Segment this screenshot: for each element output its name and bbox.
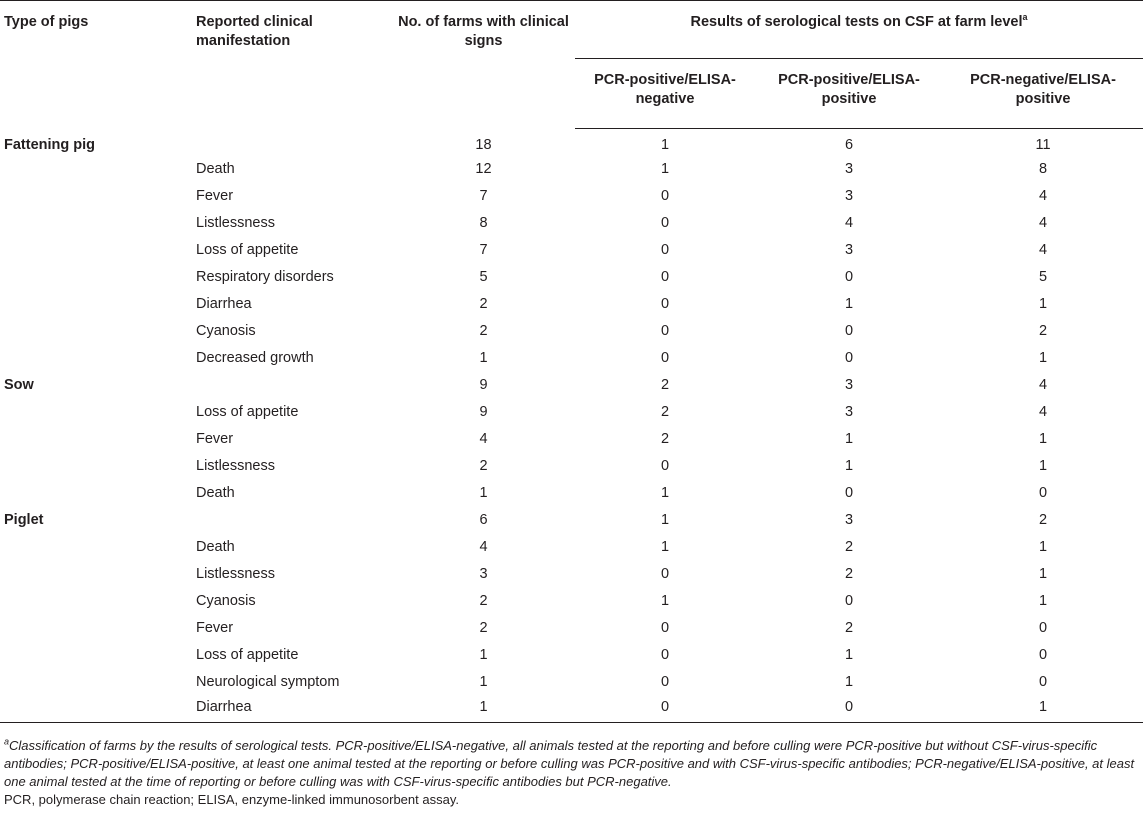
cell-num-farms: 6 bbox=[479, 511, 488, 528]
cell-pcr-pos-elisa-pos: 3 bbox=[844, 160, 854, 177]
cell-pcr-pos-elisa-pos: 1 bbox=[844, 673, 854, 690]
header-pcr-pos-elisa-pos: PCR-positive/ELISA-positive bbox=[755, 59, 943, 129]
cell-pcr-pos-elisa-pos: 1 bbox=[844, 646, 854, 663]
cell-pcr-pos-elisa-pos: 1 bbox=[844, 430, 854, 447]
cell-manifestation: Loss of appetite bbox=[196, 403, 299, 420]
cell-pcr-pos-elisa-pos: 0 bbox=[844, 268, 854, 285]
cell-num-farms: 1 bbox=[479, 646, 488, 663]
cell-pcr-neg-elisa-pos: 4 bbox=[1038, 187, 1048, 204]
table-row bbox=[0, 669, 1143, 696]
cell-pcr-pos-elisa-neg: 0 bbox=[660, 565, 670, 582]
cell-pcr-pos-elisa-pos: 0 bbox=[844, 349, 854, 366]
cell-manifestation: Cyanosis bbox=[196, 322, 256, 339]
cell-pcr-pos-elisa-pos: 0 bbox=[844, 592, 854, 609]
cell-pcr-pos-elisa-neg: 2 bbox=[660, 430, 670, 447]
cell-type bbox=[0, 534, 192, 561]
cell-pcr-pos-elisa-neg: 1 bbox=[660, 484, 670, 501]
cell-manifestation: Death bbox=[196, 538, 235, 555]
cell-pcr-neg-elisa-pos: 1 bbox=[943, 696, 1143, 723]
cell-manifestation: Listlessness bbox=[196, 565, 275, 582]
cell-pcr-pos-elisa-pos: 2 bbox=[844, 619, 854, 636]
cell-pcr-neg-elisa-pos: 4 bbox=[1038, 403, 1048, 420]
cell-num-farms: 2 bbox=[479, 322, 488, 339]
table-row bbox=[0, 426, 1143, 453]
cell-type bbox=[0, 318, 192, 345]
cell-pcr-neg-elisa-pos: 0 bbox=[1038, 673, 1048, 690]
cell-num-farms: 7 bbox=[479, 187, 488, 204]
table-row bbox=[0, 696, 1143, 723]
cell-pcr-pos-elisa-neg: 0 bbox=[660, 619, 670, 636]
cell-num-farms: 2 bbox=[479, 295, 488, 312]
table-row bbox=[0, 399, 1143, 426]
cell-num-farms: 12 bbox=[475, 160, 492, 177]
cell-manifestation bbox=[192, 372, 392, 399]
table-row bbox=[0, 507, 1143, 534]
cell-type bbox=[0, 264, 192, 291]
cell-num-farms: 9 bbox=[479, 376, 488, 393]
cell-num-farms: 8 bbox=[479, 214, 488, 231]
table-row bbox=[0, 237, 1143, 264]
table-header bbox=[0, 1, 1143, 129]
cell-type bbox=[0, 480, 192, 507]
table-row bbox=[0, 264, 1143, 291]
cell-pcr-pos-elisa-neg: 0 bbox=[660, 268, 670, 285]
cell-pcr-pos-elisa-neg: 0 bbox=[660, 187, 670, 204]
header-pcr-neg-elisa-pos: PCR-negative/ELISA-positive bbox=[943, 59, 1143, 129]
cell-pcr-pos-elisa-neg: 0 bbox=[660, 295, 670, 312]
table-row bbox=[0, 453, 1143, 480]
cell-pcr-pos-elisa-neg: 1 bbox=[660, 538, 670, 555]
cell-type bbox=[0, 237, 192, 264]
table-row bbox=[0, 534, 1143, 561]
cell-pcr-neg-elisa-pos: 1 bbox=[1038, 457, 1048, 474]
cell-type bbox=[0, 345, 192, 372]
cell-pcr-neg-elisa-pos: 1 bbox=[1038, 565, 1048, 582]
cell-pcr-pos-elisa-pos: 3 bbox=[844, 511, 854, 528]
table-row bbox=[0, 561, 1143, 588]
cell-pcr-pos-elisa-neg: 0 bbox=[660, 349, 670, 366]
header-results-group-label: Results of serological tests on CSF at farm level bbox=[690, 14, 1023, 30]
cell-pcr-neg-elisa-pos: 11 bbox=[1035, 136, 1051, 153]
table-row bbox=[0, 588, 1143, 615]
cell-num-farms: 2 bbox=[479, 619, 488, 636]
cell-manifestation bbox=[192, 129, 392, 156]
cell-type bbox=[0, 696, 192, 723]
cell-type bbox=[0, 426, 192, 453]
cell-manifestation: Death bbox=[196, 484, 235, 501]
cell-pcr-pos-elisa-pos: 0 bbox=[844, 322, 854, 339]
cell-pcr-pos-elisa-pos: 3 bbox=[844, 187, 854, 204]
cell-pcr-neg-elisa-pos: 5 bbox=[1038, 268, 1048, 285]
table-row bbox=[0, 129, 1143, 156]
cell-pcr-neg-elisa-pos: 1 bbox=[1038, 592, 1048, 609]
cell-type bbox=[0, 615, 192, 642]
cell-pcr-pos-elisa-pos: 4 bbox=[844, 214, 854, 231]
cell-manifestation: Fever bbox=[196, 619, 234, 636]
cell-pcr-neg-elisa-pos: 0 bbox=[1038, 646, 1048, 663]
cell-num-farms: 9 bbox=[479, 403, 488, 420]
cell-pcr-pos-elisa-neg: 0 bbox=[660, 214, 670, 231]
table-row bbox=[0, 210, 1143, 237]
cell-pcr-neg-elisa-pos: 1 bbox=[1038, 538, 1048, 555]
cell-manifestation: Diarrhea bbox=[196, 295, 252, 312]
cell-type bbox=[0, 291, 192, 318]
table-row bbox=[0, 318, 1143, 345]
cell-manifestation: Fever bbox=[196, 430, 234, 447]
cell-pcr-pos-elisa-pos: 0 bbox=[844, 484, 854, 501]
cell-pcr-pos-elisa-pos: 3 bbox=[844, 376, 854, 393]
cell-manifestation: Fever bbox=[196, 187, 234, 204]
table-body bbox=[0, 129, 1143, 723]
cell-pcr-neg-elisa-pos: 1 bbox=[1038, 349, 1048, 366]
footnote-a-text: Classification of farms by the results of serological tests. PCR-positive/ELISA-negative, all animals tested at the reporting and before culling were PCR-positive but without CSF-virus-specific antibodies; PCR-positive/ELISA-positive, at least one animal tested at the reporting or before culling was PCR-positive and with CSF-virus-specific antibodies; PCR-negative/ELISA-positive, at least one animal tested at the time of reporting or before culling was with CSF-virus-specific antibodies but PCR-negative. bbox=[4, 738, 1135, 789]
cell-num-farms: 1 bbox=[479, 673, 488, 690]
cell-pcr-pos-elisa-neg: 0 bbox=[660, 457, 670, 474]
cell-num-farms: 4 bbox=[479, 538, 488, 555]
cell-type bbox=[0, 453, 192, 480]
cell-type: Piglet bbox=[4, 511, 44, 528]
cell-pcr-pos-elisa-neg: 0 bbox=[660, 322, 670, 339]
table-row bbox=[0, 480, 1143, 507]
cell-type bbox=[0, 156, 192, 183]
cell-pcr-neg-elisa-pos: 2 bbox=[1038, 511, 1048, 528]
cell-pcr-pos-elisa-neg: 0 bbox=[660, 673, 670, 690]
cell-manifestation: Loss of appetite bbox=[196, 241, 299, 258]
cell-pcr-pos-elisa-pos: 2 bbox=[844, 538, 854, 555]
header-pcr-pos-elisa-neg: PCR-positive/ELISA-negative bbox=[575, 59, 755, 129]
cell-manifestation: Respiratory disorders bbox=[196, 268, 334, 285]
footnote-a-marker: a bbox=[4, 736, 10, 747]
cell-manifestation: Loss of appetite bbox=[196, 646, 299, 663]
cell-num-farms: 5 bbox=[479, 268, 488, 285]
cell-pcr-pos-elisa-pos: 1 bbox=[844, 295, 854, 312]
cell-pcr-pos-elisa-neg: 0 bbox=[575, 696, 755, 723]
cell-pcr-pos-elisa-neg: 2 bbox=[660, 403, 670, 420]
cell-pcr-pos-elisa-pos: 2 bbox=[844, 565, 854, 582]
cell-manifestation: Neurological symptom bbox=[196, 673, 340, 690]
header-reported-manifestation: Reported clinical manifestation bbox=[192, 1, 392, 129]
cell-pcr-pos-elisa-neg: 0 bbox=[660, 241, 670, 258]
cell-num-farms: 2 bbox=[479, 592, 488, 609]
cell-pcr-pos-elisa-pos: 3 bbox=[844, 403, 854, 420]
cell-manifestation bbox=[192, 507, 392, 534]
header-num-farms: No. of farms with clinical signs bbox=[392, 1, 575, 129]
table-row bbox=[0, 345, 1143, 372]
footnote-marker-a: a bbox=[1022, 12, 1028, 23]
cell-pcr-pos-elisa-pos: 1 bbox=[844, 457, 854, 474]
cell-type: Sow bbox=[4, 376, 34, 393]
cell-num-farms: 18 bbox=[475, 136, 492, 153]
header-type-of-pigs: Type of pigs bbox=[0, 1, 192, 129]
cell-pcr-neg-elisa-pos: 0 bbox=[1038, 484, 1048, 501]
cell-pcr-pos-elisa-neg: 1 bbox=[660, 511, 670, 528]
cell-pcr-pos-elisa-pos: 0 bbox=[755, 696, 943, 723]
cell-type: Fattening pig bbox=[4, 136, 96, 153]
cell-num-farms: 3 bbox=[479, 565, 488, 582]
cell-pcr-neg-elisa-pos: 1 bbox=[1038, 430, 1048, 447]
table-row bbox=[0, 642, 1143, 669]
cell-pcr-pos-elisa-pos: 6 bbox=[844, 136, 854, 153]
cell-num-farms: 2 bbox=[479, 457, 488, 474]
cell-manifestation: Diarrhea bbox=[192, 696, 392, 723]
cell-manifestation: Cyanosis bbox=[196, 592, 256, 609]
cell-pcr-neg-elisa-pos: 1 bbox=[1038, 295, 1048, 312]
cell-manifestation: Decreased growth bbox=[196, 349, 314, 366]
table-row bbox=[0, 291, 1143, 318]
cell-type bbox=[0, 642, 192, 669]
cell-num-farms: 4 bbox=[479, 430, 488, 447]
cell-type bbox=[0, 183, 192, 210]
cell-pcr-pos-elisa-pos: 3 bbox=[844, 241, 854, 258]
cell-pcr-pos-elisa-neg: 1 bbox=[660, 136, 670, 153]
cell-pcr-neg-elisa-pos: 4 bbox=[1038, 241, 1048, 258]
footnote-abbreviations: PCR, polymerase chain reaction; ELISA, enzyme-linked immunosorbent assay. bbox=[4, 792, 459, 807]
cell-pcr-neg-elisa-pos: 8 bbox=[1038, 160, 1048, 177]
cell-pcr-pos-elisa-neg: 2 bbox=[660, 376, 670, 393]
footnote-a bbox=[4, 737, 1140, 791]
cell-type bbox=[0, 210, 192, 237]
cell-pcr-neg-elisa-pos: 4 bbox=[1038, 376, 1048, 393]
cell-type bbox=[0, 669, 192, 696]
cell-num-farms: 1 bbox=[392, 696, 575, 723]
cell-num-farms: 1 bbox=[479, 484, 488, 501]
table-row bbox=[0, 615, 1143, 642]
cell-type bbox=[0, 588, 192, 615]
cell-manifestation: Death bbox=[196, 160, 235, 177]
cell-pcr-neg-elisa-pos: 4 bbox=[1038, 214, 1048, 231]
cell-num-farms: 7 bbox=[479, 241, 488, 258]
cell-pcr-neg-elisa-pos: 0 bbox=[1038, 619, 1048, 636]
cell-pcr-pos-elisa-neg: 0 bbox=[660, 646, 670, 663]
table-row bbox=[0, 156, 1143, 183]
cell-pcr-pos-elisa-neg: 1 bbox=[660, 160, 670, 177]
table-row bbox=[0, 372, 1143, 399]
cell-pcr-neg-elisa-pos: 2 bbox=[1038, 322, 1048, 339]
cell-type bbox=[0, 561, 192, 588]
cell-type bbox=[0, 399, 192, 426]
cell-manifestation: Listlessness bbox=[196, 457, 275, 474]
cell-num-farms: 1 bbox=[479, 349, 488, 366]
cell-manifestation: Listlessness bbox=[196, 214, 275, 231]
table-row bbox=[0, 183, 1143, 210]
header-results-group bbox=[575, 1, 1143, 59]
table-footnotes bbox=[4, 737, 1140, 809]
cell-pcr-pos-elisa-neg: 1 bbox=[660, 592, 670, 609]
